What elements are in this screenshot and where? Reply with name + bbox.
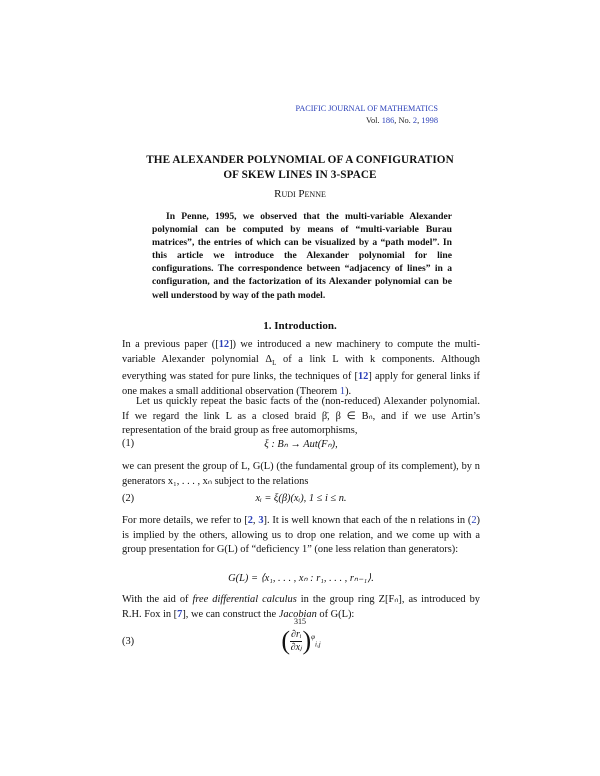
journal-name[interactable]: PACIFIC JOURNAL OF MATHEMATICS [295,104,438,113]
volume-link[interactable]: 186 [381,116,395,125]
fraction: $\frac{\text{∂rᵢ}}{\text{∂xⱼ}}$ [290,628,302,653]
citation-link[interactable]: 12 [357,371,369,383]
citation-link[interactable]: 7 [177,608,183,620]
citation-link[interactable]: 2 [247,515,253,526]
equation-3 [122,626,480,660]
author-name: Rudi Penne [274,188,326,200]
group-presentation: G(L) = ⟨x₁, . . . , xₙ : r₁, . . . , rₙ₋₁⟩. [228,573,374,584]
volume-line: Vol. 186, No. 2, 1998 [366,116,438,125]
page-number: 315 [294,617,306,626]
citation-link[interactable]: 12 [218,339,230,350]
jacobian-expression: ( $\frac{\text{∂rᵢ}}{\text{∂xⱼ}}$ )$^\varphi_{i,j}$ [281,626,321,655]
year-link[interactable]: 1998 [421,116,438,125]
equation-number: (2) [122,493,135,504]
equation-number: (3) [122,636,135,647]
equation-1 [122,438,480,454]
equation-ref-link[interactable]: 2 [471,515,477,526]
issue-link[interactable]: 2 [412,116,418,125]
journal-header [296,103,438,127]
citation-link[interactable]: 3 [258,515,264,526]
equation-number: (1) [122,438,135,449]
theorem-ref-link[interactable]: 1 [339,385,346,397]
paragraph-4: For more details, we refer to [2, 3]. It is well known that each of the n relations in (2) is implied by the others, allowing us to drop one relation, and we come up with a group presentation for G(L) of “deficiency 1” (one less relation than generators): [122,515,480,556]
paper-title: THE ALEXANDER POLYNOMIAL OF A CONFIGURATION OF SKEW LINES IN 3-SPACE [146,154,454,181]
equation-2 [122,493,480,509]
equation-expression: ξ : Bₙ → Aut(Fₙ), [264,439,338,450]
paragraph-5: With the aid of free differential calculus in the group ring Z[Fₙ], as introduced by R.H. Fox in [7], we can construct the Jacobian of G(L): [122,594,480,620]
paragraph-1: In a previous paper ([12]) we introduced a new machinery to compute the multi-variable Alexander polynomial $\Delta_L$ of a link L with k components. Although everything was stated for pure links, the techniques of [12] apply for general links if one makes a small additional observation (Theorem 1). [122,339,481,397]
equation-expression: xᵢ = ξ(β)(xᵢ), 1 ≤ i ≤ n. [255,493,347,504]
paragraph-3: we can present the group of L, G(L) (the fundamental group of its complement), by n generators x₁, . . . , xₙ subject to the relations [122,461,480,487]
abstract [152,210,452,302]
section-heading: 1. Introduction. [263,320,337,332]
abstract-text: In Penne, 1995, we observed that the multi-variable Alexander polynomial can be computed by means of “multi-variable Burau matrices”, the entries of which can be visualized by a “path model”. In this article we introduce the Alexander polynomial for line configurations. The correspondence between “adjacency of lines” in a configuration, and the factorization of its Alexander polynomial can be well understood by way of the path model. [152,211,452,301]
paragraph-2: Let us quickly repeat the basic facts of the (non-reduced) Alexander polynomial. If we regard the link L as a closed braid β̄, β ∈ Bₙ, and if we use Artin’s representation of the braid group as free automorphisms, [122,396,480,437]
